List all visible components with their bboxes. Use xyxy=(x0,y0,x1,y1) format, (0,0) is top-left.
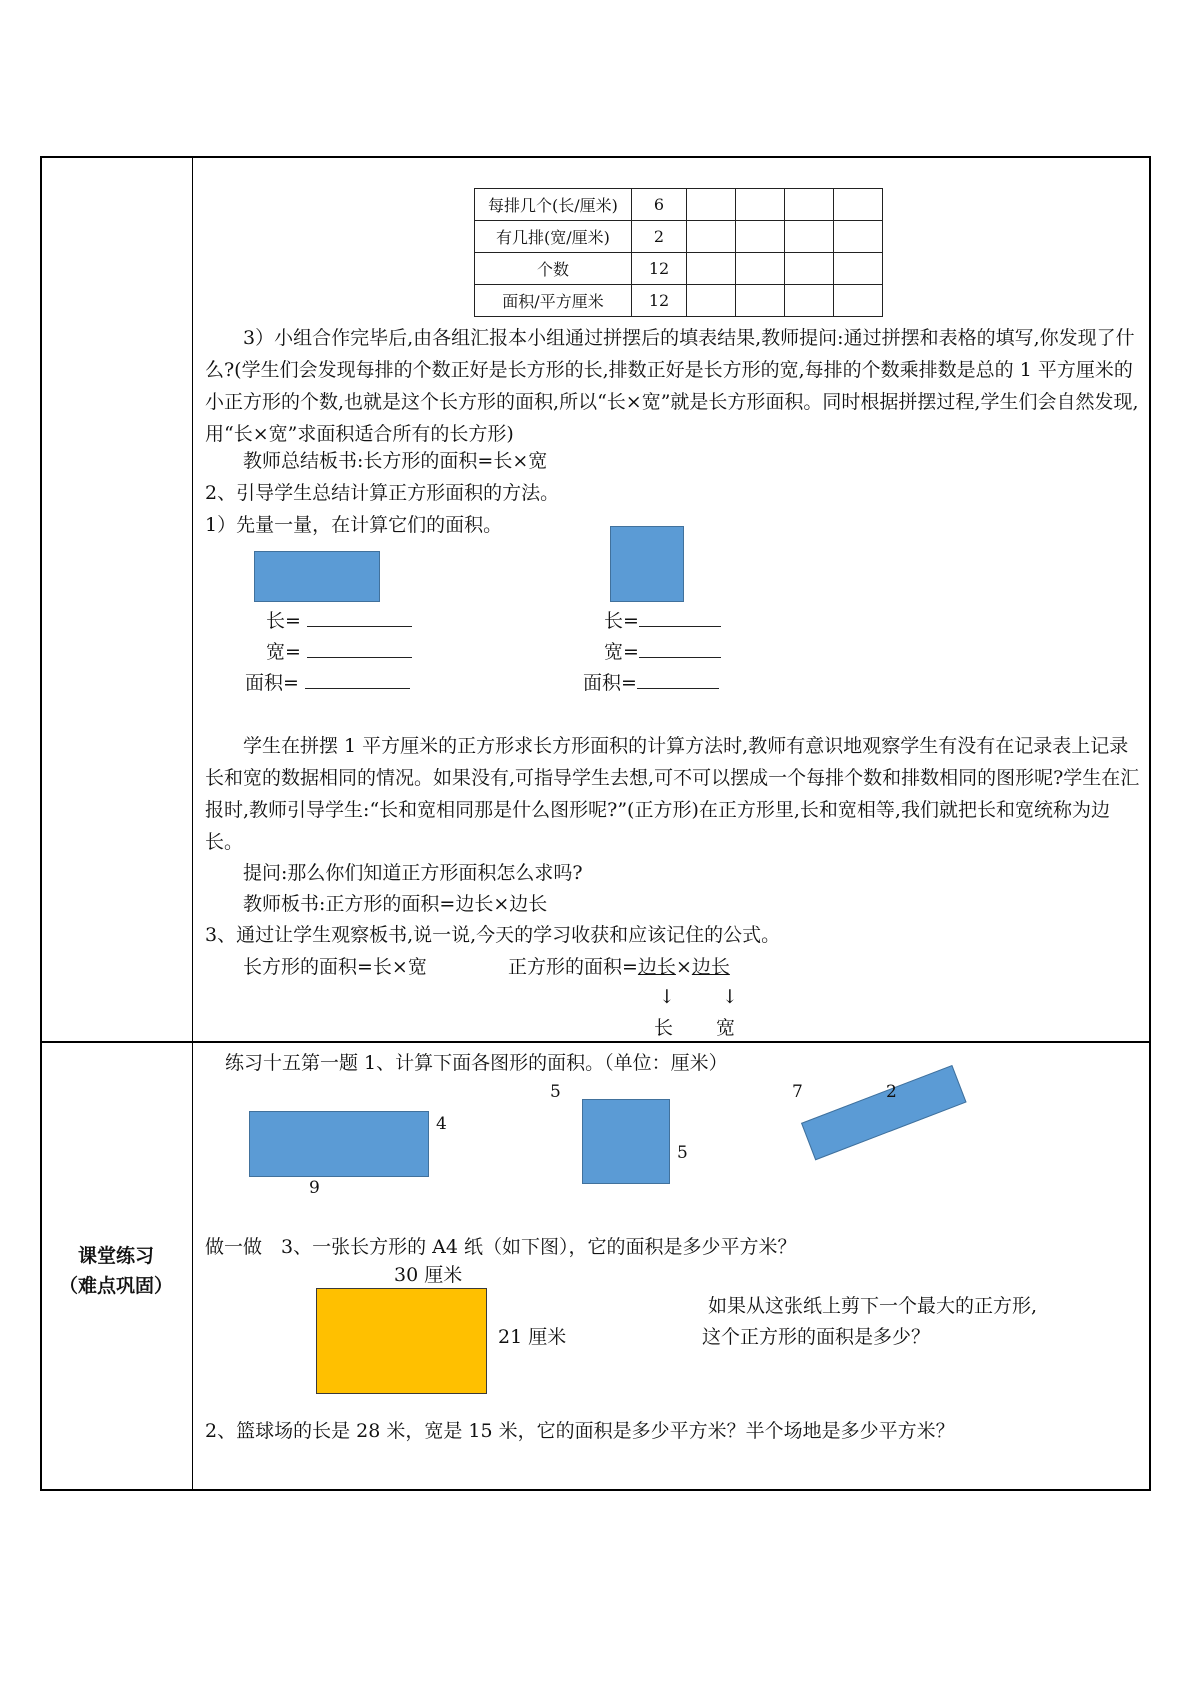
answer-blank[interactable] xyxy=(639,608,721,627)
row-label: 有几排(宽/厘米) xyxy=(475,221,632,253)
length-label: 长= xyxy=(266,610,301,632)
table-row xyxy=(475,221,883,253)
record-table xyxy=(474,188,883,317)
teacher-board-square: 教师板书:正方形的面积=边长×边长 xyxy=(243,893,548,915)
area-label: 面积= xyxy=(583,672,637,694)
a4-height-label: 21 厘米 xyxy=(498,1326,567,1348)
formula-square: 正方形的面积=边长×边长 xyxy=(508,956,730,978)
row-value: 12 xyxy=(632,253,687,285)
width-label: 宽= xyxy=(266,641,301,663)
a4-paper-shape xyxy=(316,1288,487,1394)
measure-area xyxy=(245,667,410,699)
fig1-height: 4 xyxy=(436,1114,447,1134)
label-length: 长 xyxy=(654,1017,674,1039)
paragraph-step3: 3）小组合作完毕后,由各组汇报本小组通过拼摆后的填表结果,教师提问:通过拼摆和表格的填写,你发现了什么?(学生们会发现每排的个数正好是长方形的长,排数正好是长方形的宽,每排的个数乘排数是总的 1 平方厘米的小正方形的个数,也就是这个长方形的面积,所以“长×宽”就是长方形面积。同时根据拼摆过程,学生们会自然发现,用“长×宽”求面积适合所有的长方形) xyxy=(205,327,1139,445)
width-label: 宽= xyxy=(604,641,639,663)
fig3-width: 2 xyxy=(886,1082,897,1102)
step-2-1: 1）先量一量，在计算它们的面积。 xyxy=(205,514,503,536)
area-label: 面积= xyxy=(245,672,299,694)
row-value: 12 xyxy=(632,285,687,317)
answer-blank[interactable] xyxy=(307,639,412,658)
fig1-width: 9 xyxy=(309,1178,320,1198)
answer-blank[interactable] xyxy=(305,670,410,689)
step-3: 3、通过让学生观察板书,说一说,今天的学习收获和应该记住的公式。 xyxy=(205,924,781,946)
answer-blank[interactable] xyxy=(637,670,719,689)
question: 提问:那么你们知道正方形面积怎么求吗? xyxy=(243,862,583,884)
row-divider xyxy=(40,1041,1151,1043)
fig3-length: 7 xyxy=(792,1082,803,1102)
step-2: 2、引导学生总结计算正方形面积的方法。 xyxy=(205,482,560,504)
formula-rectangle: 长方形的面积=长×宽 xyxy=(243,956,427,978)
arrow-down-icon: ↓ xyxy=(722,986,738,1008)
row-value: 6 xyxy=(632,189,687,221)
measure-length-2 xyxy=(604,605,721,637)
square-shape xyxy=(610,526,684,602)
exercise-2: 做一做 3、一张长方形的 A4 纸（如下图），它的面积是多少平方米？ xyxy=(205,1236,797,1258)
label-width: 宽 xyxy=(716,1017,736,1039)
side-length-2: 边长 xyxy=(691,956,730,978)
exercise-3: 2、篮球场的长是 28 米，宽是 15 米，它的面积是多少平方米？半个场地是多少平方米？ xyxy=(205,1420,955,1442)
exercise-1: 练习十五第一题 1、计算下面各图形的面积。（单位：厘米） xyxy=(225,1052,728,1074)
a4-width-label: 30 厘米 xyxy=(394,1264,463,1286)
rectangle-shape xyxy=(254,551,380,602)
section-label-practice: 课堂练习 （难点巩固） xyxy=(58,1245,173,1297)
length-label: 长= xyxy=(604,610,639,632)
row-label: 个数 xyxy=(475,253,632,285)
answer-blank[interactable] xyxy=(639,639,721,658)
figure-rectangle xyxy=(249,1111,429,1177)
table-row xyxy=(475,253,883,285)
measure-area-2 xyxy=(583,667,719,699)
measure-length xyxy=(266,605,412,637)
answer-blank[interactable] xyxy=(307,608,412,627)
row-label: 面积/平方厘米 xyxy=(475,285,632,317)
arrow-down-icon: ↓ xyxy=(659,986,675,1008)
measure-width-2 xyxy=(604,636,721,668)
table-row xyxy=(475,189,883,221)
paragraph-square: 学生在拼摆 1 平方厘米的正方形求长方形面积的计算方法时,教师有意识地观察学生有没有在记录表上记录长和宽的数据相同的情况。如果没有,可指导学生去想,可不可以摆成一个每排个数和排数相同的图形呢?学生在汇报时,教师引导学生:“长和宽相同那是什么图形呢?”(正方形)在正方形里,长和宽相等,我们就把长和宽统称为边长。 xyxy=(205,735,1140,853)
teacher-summary: 教师总结板书:长方形的面积=长×宽 xyxy=(243,450,548,472)
follow-up-line2: 这个正方形的面积是多少？ xyxy=(702,1326,931,1348)
measure-width xyxy=(266,636,412,668)
follow-up-line1: 如果从这张纸上剪下一个最大的正方形, xyxy=(708,1295,1038,1317)
column-divider xyxy=(192,156,193,1491)
fig2-top: 5 xyxy=(550,1082,561,1102)
figure-square xyxy=(582,1099,670,1184)
fig2-right: 5 xyxy=(677,1143,688,1163)
side-length-1: 边长 xyxy=(637,956,676,978)
row-label: 每排几个(长/厘米) xyxy=(475,189,632,221)
table-row xyxy=(475,285,883,317)
row-value: 2 xyxy=(632,221,687,253)
